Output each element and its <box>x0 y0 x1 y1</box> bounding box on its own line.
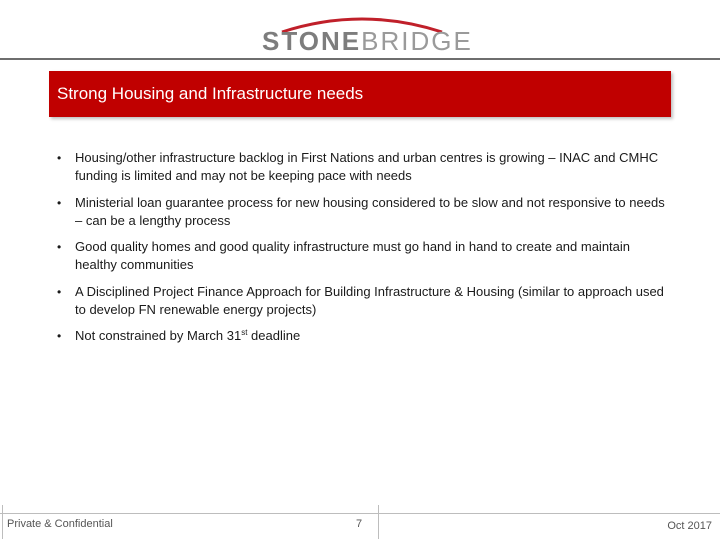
bullet-text-after: deadline <box>247 328 301 343</box>
bullet-text <box>75 328 300 343</box>
slide-title: Strong Housing and Infrastructure needs <box>57 84 364 103</box>
logo-wordmark-part1: STONE <box>262 26 362 56</box>
bullet-icon: • <box>57 151 62 165</box>
bullet-item <box>56 327 666 345</box>
footer-divider <box>0 513 720 514</box>
stonebridge-logo <box>262 10 473 56</box>
bullet-item <box>56 238 666 274</box>
bullet-icon: • <box>57 284 62 299</box>
footer-date: Oct 2017 <box>667 520 712 532</box>
bullet-item <box>56 283 666 319</box>
bullet-icon: • <box>57 195 62 210</box>
bullet-text: A Disciplined Project Finance Approach for Building Infrastructure & Housing (similar to approach used to develop FN renewable energy projects) <box>75 283 664 317</box>
bullet-text-before: Not constrained by March 31 <box>75 328 242 343</box>
title-banner <box>49 71 671 117</box>
bullet-icon: • <box>57 240 62 254</box>
footer-tick-middle <box>378 505 379 539</box>
bullet-text-superscript: st <box>241 328 248 337</box>
bullet-icon: • <box>57 329 62 343</box>
page-number: 7 <box>356 518 363 530</box>
bullet-item <box>56 149 666 185</box>
logo-wordmark-part2: BRIDGE <box>361 26 473 56</box>
bullet-text: Housing/other infrastructure backlog in First Nations and urban centres is growing – INAC and CMHC funding is limited and may not be keeping pace with needs <box>75 150 659 183</box>
logo-wordmark <box>262 26 473 57</box>
bullet-list <box>56 149 666 354</box>
bullet-text: Ministerial loan guarantee process for new housing considered to be slow and not responsive to needs – can be a lengthy process <box>75 194 665 228</box>
footer-confidential: Private & Confidential <box>7 518 113 530</box>
footer-tick-left <box>2 505 3 539</box>
bullet-item <box>56 194 666 230</box>
header-divider <box>0 58 720 60</box>
bullet-text: Good quality homes and good quality infrastructure must go hand in hand to create and maintain healthy communities <box>75 239 631 272</box>
